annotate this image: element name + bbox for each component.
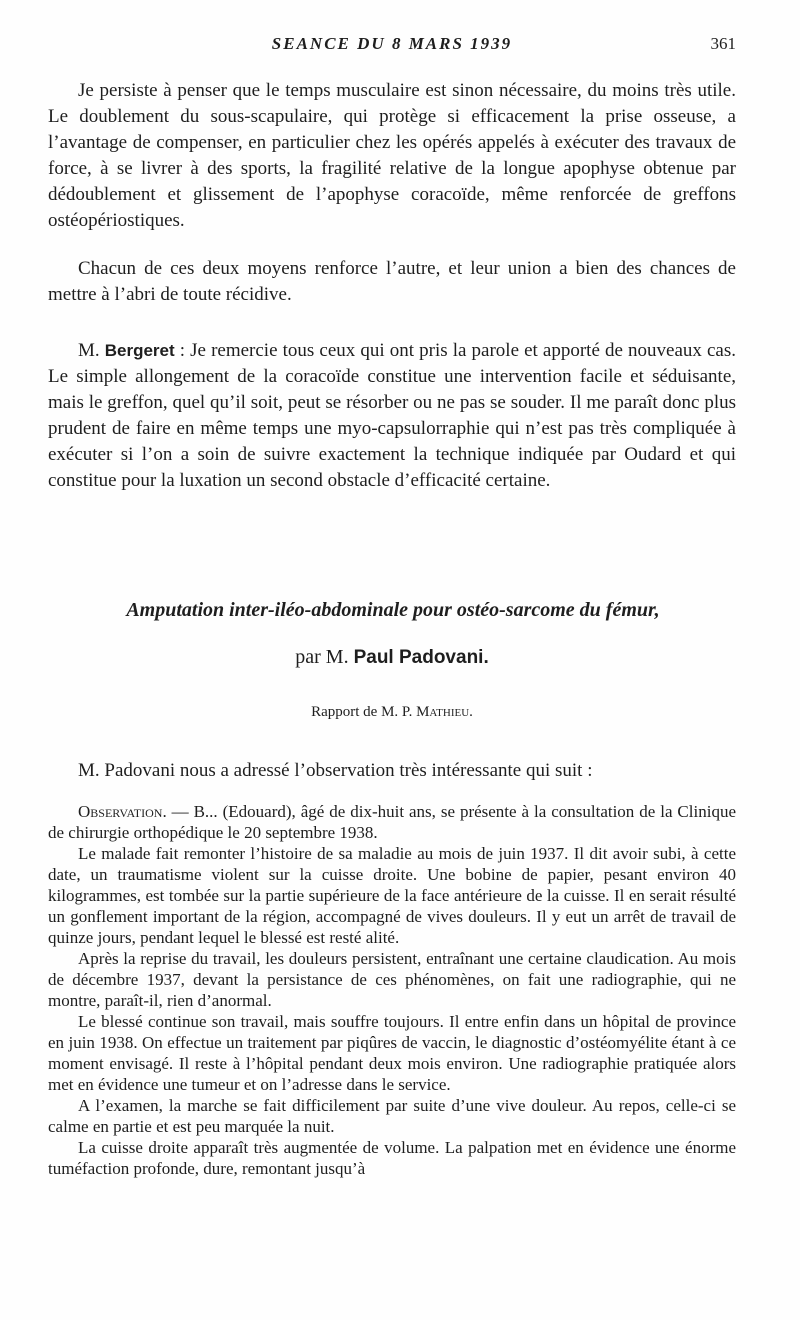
byline [48, 646, 736, 669]
paragraph-conclusion [48, 256, 736, 308]
byline-prefix: par M. [295, 646, 354, 668]
page-header [48, 34, 736, 60]
observation-label: Observation. [78, 802, 167, 821]
observation-paragraph: La cuisse droite apparaît très augmentée de volume. La palpation met en évidence une énorme tuméfaction profonde, dure, remontant jusqu’à [48, 1138, 736, 1178]
page-number: 361 [710, 34, 736, 53]
intro-line: M. Padovani nous a adressé l’observation très intéressante qui suit : [78, 760, 593, 781]
observation-paragraph: Le malade fait remonter l’histoire de sa maladie au mois de juin 1937. Il dit avoir subi, à cette date, un traumatisme violent sur la cuisse droite. Une bobine de papier, pesant environ 40 kilogrammes, est tombée sur la partie supérieure de la face antérieure de la cuisse. Il en serait résulté un gonflement important de la région, accompagné de vives douleurs. Il y eut un arrêt de travail de quinze jours, pendant lequel le blessé est resté alité. [48, 844, 736, 947]
observation-paragraph: Après la reprise du travail, les douleurs persistent, entraînant une certaine claudication. Au mois de décembre 1937, devant la persistance de ces phénomènes, on fait une radiographie, qui ne montre, paraît-il, rien d’anormal. [48, 949, 736, 1010]
paragraph-bergeret [48, 338, 736, 494]
speaker-text: : Je remercie tous ceux qui ont pris la parole et apporté de nouveaux cas. Le simple allongement de la coracoïde constitue une intervention facile et séduisante, mais le greffon, quel qu’il soit, peut se résorber ou ne pas se souder. Il me paraît donc plus prudent de faire en même temps une myo-capsulorraphie qui n’est pas très compliquée à exécuter si l’on a soin de suivre exactement la technique indiquée par Oudard et qui constitue pour la luxation un second obstacle d’efficacité certaine. [48, 340, 736, 491]
running-title: SEANCE DU 8 MARS 1939 [271, 34, 513, 53]
author-name: Paul Padovani. [353, 647, 489, 668]
paragraph-muscular-time [48, 78, 736, 234]
speaker-prefix: M. [78, 340, 105, 361]
paragraph-text: Je persiste à penser que le temps musculaire est sinon nécessaire, du moins très utile. Le doublement du sous-scapulaire, qui protège si efficacement la prise osseuse, a l’avantage de compenser, en particulier chez les opérés appelés à exécuter des travaux de force, à se livrer à des sports, la fragilité relative de la longue apophyse obtenue par dédoublement et glissement de l’apophyse coracoïde, même renforcée de greffons ostéopériostiques. [48, 80, 736, 231]
speaker-name: Bergeret [104, 341, 175, 360]
report-prefix: Rapport de M. P. [311, 704, 417, 720]
observation-paragraph: A l’examen, la marche se fait difficilement par suite d’une vive douleur. Au repos, celle-ci se calme en partie et est peu marquée la nuit. [48, 1096, 736, 1136]
observation-block [48, 801, 736, 1179]
observation-paragraph [48, 801, 736, 843]
paragraph-text [48, 338, 736, 494]
observation-text: — B... (Edouard), âgé de dix-huit ans, se présente à la consultation de la Clinique de chirurgie orthopédique le 20 septembre 1938. [48, 802, 736, 842]
report-line [48, 704, 736, 721]
observation-paragraph: Le blessé continue son travail, mais souffre toujours. Il entre enfin dans un hôpital de province en juin 1938. On effectue un traitement par piqûres de vaccin, le diagnostic d’ostéomyélite étant à ce moment envisagé. Il reste à l’hôpital pendant deux mois environ. Une radiographie pratiquée alors met en évidence une tumeur et on l’adresse dans le service. [48, 1012, 736, 1094]
paragraph-text: Chacun de ces deux moyens renforce l’autre, et leur union a bien des chances de mettre à l’abri de toute récidive. [48, 258, 736, 305]
reporter-name: Mathieu. [416, 704, 473, 720]
section-title: Amputation inter-iléo-abdominale pour ostéo-sarcome du fémur, [126, 599, 660, 621]
